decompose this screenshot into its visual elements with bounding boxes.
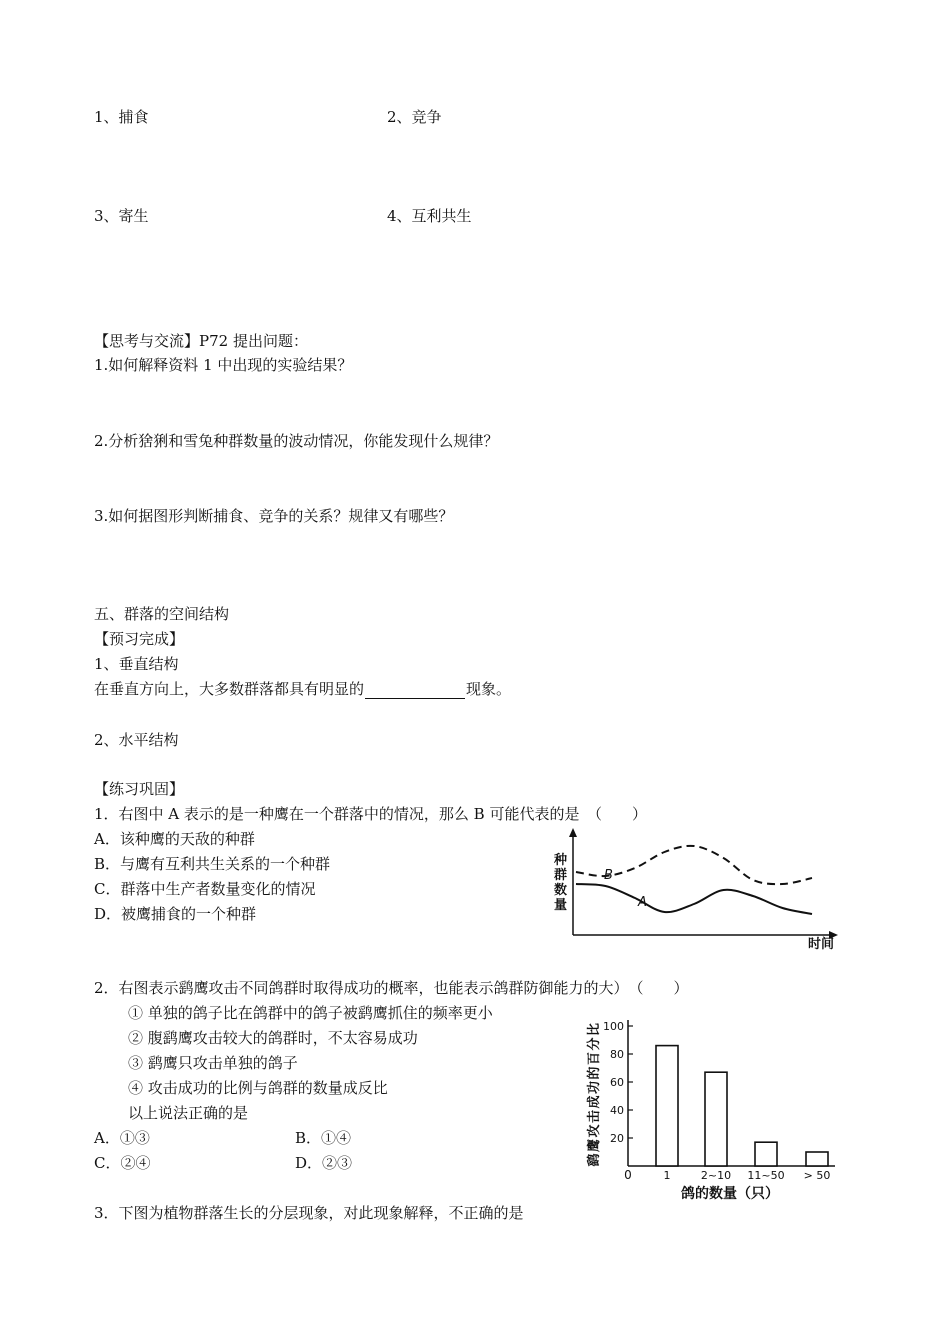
chart2-ylabel-char: 鹞: [587, 1153, 602, 1167]
chart1-ylabel-char: 数: [554, 883, 568, 898]
chart2-ytick-label: 40: [610, 1104, 624, 1117]
chart2-xtick-label: 11~50: [747, 1169, 785, 1182]
think-question-3: 3.如何据图形判断捕食、竞争的关系？规律又有哪些？: [94, 507, 454, 525]
chart2-ylabel-char: 百: [587, 1051, 602, 1066]
chart2-ylabel-char: 鹰: [587, 1138, 602, 1153]
chart1-ylabel-char: 种: [554, 853, 568, 868]
hawk-success-bar-chart: [560, 1008, 850, 1208]
chart2-xtick-label: 2~10: [700, 1169, 732, 1182]
q2-statement-2: ② 腹鹞鹰攻击较大的鸽群时，不太容易成功: [128, 1029, 418, 1047]
chart2-xtick-label: > 50: [803, 1169, 831, 1182]
chart2-ylabel: [586, 1023, 602, 1167]
q2-option-d: D．②③: [295, 1154, 353, 1172]
think-question-2: 2.分析猞猁和雪兔种群数量的波动情况，你能发现什么规律？: [94, 432, 499, 450]
chart2-bar: [705, 1072, 727, 1166]
chart1-xlabel: 时间: [808, 937, 835, 952]
chart2-ylabel-char: 功: [587, 1080, 602, 1095]
vertical-structure-text: [94, 679, 511, 699]
chart2-ytick-label: 60: [610, 1076, 624, 1089]
q2-statement-3: ③ 鹞鹰只攻击单独的鸽子: [128, 1054, 298, 1072]
series-b-label: B: [604, 868, 613, 883]
q3-stem: 3．下图为植物群落生长的分层现象，对此现象解释，不正确的是: [94, 1204, 524, 1222]
chart2-ylabel-char: 比: [587, 1022, 602, 1037]
think-question-1: 1.如何解释资料 1 中出现的实验结果？: [94, 356, 353, 374]
q1-stem: 1．右图中 A 表示的是一种鹰在一个群落中的情况，那么 B 可能代表的是 （ ）: [94, 805, 647, 823]
chart2-zero-label: 0: [624, 1168, 632, 1182]
chart2-ylabel-char: 击: [587, 1109, 602, 1124]
vertical-text-after: 现象。: [466, 680, 512, 698]
practice-heading: 【练习巩固】: [94, 780, 185, 798]
vertical-structure-title: 1、垂直结构: [94, 655, 179, 673]
fill-in-blank[interactable]: [365, 683, 465, 699]
chart2-ylabel-char: 的: [587, 1066, 602, 1080]
q2-option-b: B．①④: [295, 1129, 352, 1147]
chart2-bar: [656, 1046, 678, 1166]
series-a-label: A: [638, 895, 647, 910]
relation-competition: 2、竞争: [387, 108, 442, 126]
series-a-line: [576, 884, 812, 914]
q1-option-b: B．与鹰有互利共生关系的一个种群: [94, 855, 331, 873]
chart1-y-arrow: [569, 828, 577, 837]
q1-option-c: C．群落中生产者数量变化的情况: [94, 880, 316, 898]
q2-conclusion: 以上说法正确的是: [128, 1104, 249, 1122]
q1-option-a: A．该种鹰的天敌的种群: [94, 830, 255, 848]
vertical-text-before: 在垂直方向上，大多数群落都具有明显的: [94, 680, 365, 698]
chart2-ytick-label: 80: [610, 1048, 624, 1061]
q2-option-a: A．①③: [94, 1129, 150, 1147]
chart2-xtick-label: 1: [663, 1169, 671, 1182]
chart1-ylabel: [553, 852, 568, 913]
horizontal-structure-title: 2、水平结构: [94, 731, 179, 749]
chart2-ytick-label: 100: [603, 1020, 624, 1033]
relation-predation: 1、捕食: [94, 108, 149, 126]
chart2-bar: [755, 1142, 777, 1166]
section-title: 五、群落的空间结构: [94, 605, 230, 623]
chart1-ylabel-char: 量: [554, 898, 568, 913]
relation-parasitism: 3、寄生: [94, 207, 149, 225]
q2-option-c: C．②④: [94, 1154, 151, 1172]
relation-mutualism: 4、互利共生: [387, 207, 472, 225]
preview-heading: 【预习完成】: [94, 630, 185, 648]
chart1-ylabel-char: 群: [554, 868, 568, 883]
chart2-ytick-label: 20: [610, 1132, 624, 1145]
q1-option-d: D．被鹰捕食的一个种群: [94, 905, 257, 923]
population-line-chart: [550, 828, 840, 953]
q2-statement-1: ① 单独的鸽子比在鸽群中的鸽子被鹞鹰抓住的频率更小: [128, 1004, 493, 1022]
think-heading: 【思考与交流】P72 提出问题：: [94, 332, 308, 350]
chart2-ylabel-char: 分: [587, 1037, 602, 1051]
chart2-ylabel-char: 攻: [587, 1124, 602, 1138]
chart2-ylabel-char: 成: [587, 1095, 602, 1109]
q2-stem: 2．右图表示鹞鹰攻击不同鸽群时取得成功的概率，也能表示鸽群防御能力的大） （ ）: [94, 979, 689, 997]
q2-statement-4: ④ 攻击成功的比例与鸽群的数量成反比: [128, 1079, 388, 1097]
chart2-xlabel: 鸽的数量（只）: [681, 1186, 779, 1202]
chart2-bar: [806, 1152, 828, 1166]
